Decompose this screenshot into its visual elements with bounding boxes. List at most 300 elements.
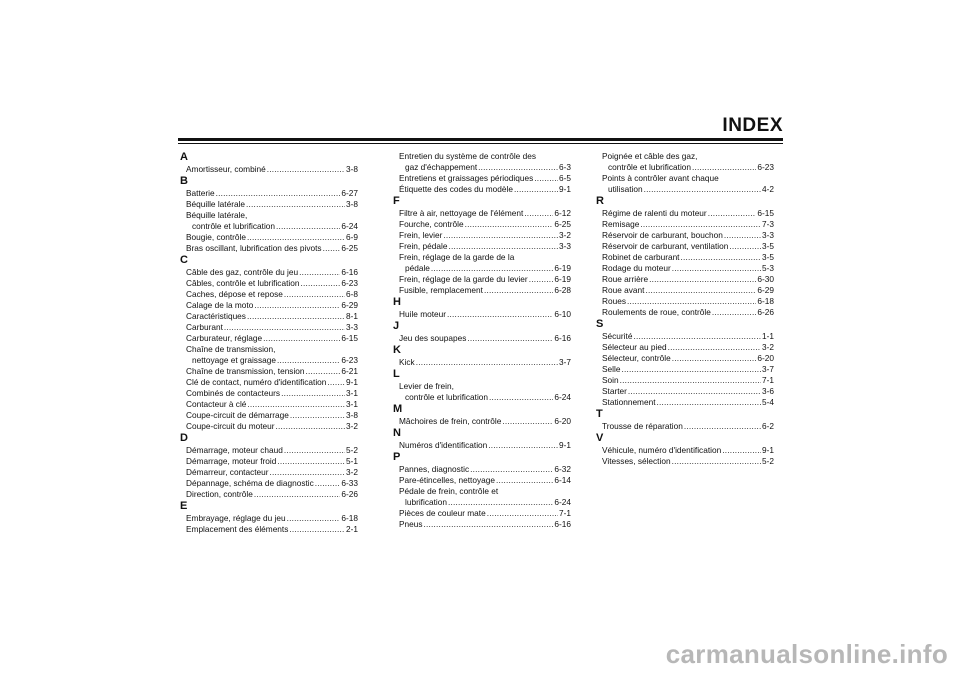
page-reference: 5-4 — [762, 397, 774, 407]
dot-leader — [529, 274, 554, 285]
dot-leader — [484, 285, 553, 296]
entry-text: Batterie — [186, 188, 215, 198]
index-entry — [395, 519, 571, 530]
index-entry — [182, 243, 358, 254]
index-entry — [182, 445, 358, 456]
page-reference: 8-1 — [346, 311, 358, 321]
dot-leader — [315, 478, 341, 489]
index-column-3 — [598, 151, 774, 467]
entry-text: Roulements de roue, contrôle — [602, 307, 711, 317]
entry-text: Pédale de frein, contrôle et — [399, 486, 499, 496]
dot-leader — [684, 421, 761, 432]
entry-text: Sécurité — [602, 331, 633, 341]
dot-leader — [524, 208, 553, 219]
entry-text: Véhicule, numéro d'identification — [602, 445, 722, 455]
entry-text: Embrayage, réglage du jeu — [186, 513, 286, 523]
section-letter: E — [180, 500, 188, 512]
dot-leader — [657, 397, 761, 408]
index-entry — [598, 173, 774, 195]
page-reference: 6-33 — [341, 478, 358, 488]
dot-leader — [327, 377, 345, 388]
index-entry — [395, 208, 571, 219]
entry-text: Réservoir de carburant, ventilation — [602, 241, 729, 251]
entry-text: Câble des gaz, contrôle du jeu — [186, 267, 299, 277]
dot-leader — [247, 311, 345, 322]
entry-text: gaz d'échappement — [405, 162, 478, 172]
dot-leader — [672, 353, 757, 364]
dot-leader — [672, 263, 761, 274]
entry-text: Rodage du moteur — [602, 263, 671, 273]
entry-text: Roue arrière — [602, 274, 649, 284]
entry-text: Robinet de carburant — [602, 252, 680, 262]
entry-text: Dépannage, schéma de diagnostic — [186, 478, 314, 488]
entry-text: Soin — [602, 375, 619, 385]
dot-leader — [514, 184, 558, 195]
dot-leader — [247, 232, 345, 243]
page-reference: 6-16 — [554, 519, 571, 529]
entry-text: Kick — [399, 357, 415, 367]
entry-text: Frein, réglage de la garde du levier — [399, 274, 528, 284]
page-reference: 7-1 — [559, 508, 571, 518]
index-entry — [182, 188, 358, 199]
entry-text: nettoyage et graissage — [192, 355, 276, 365]
dot-leader — [478, 162, 558, 173]
index-entry — [598, 219, 774, 230]
index-entry — [182, 210, 358, 232]
page-reference: 3-2 — [346, 467, 358, 477]
entry-text: Démarrage, moteur froid — [186, 456, 277, 466]
dot-leader — [287, 513, 341, 524]
page-reference: 6-26 — [757, 307, 774, 317]
index-entry — [395, 219, 571, 230]
entry-text: contrôle et lubrification — [192, 221, 276, 231]
index-column-2 — [395, 151, 571, 530]
index-entry — [395, 151, 571, 173]
index-entry — [395, 416, 571, 427]
entry-text: Câbles, contrôle et lubrification — [186, 278, 300, 288]
dot-leader — [447, 309, 553, 320]
dot-leader — [300, 278, 340, 289]
dot-leader — [254, 489, 341, 500]
index-entry — [598, 241, 774, 252]
dot-leader — [487, 508, 558, 519]
index-entry — [598, 307, 774, 318]
index-entry — [182, 399, 358, 410]
page-reference: 6-2 — [762, 421, 774, 431]
header-rule-thin — [178, 143, 783, 144]
index-entry — [598, 263, 774, 274]
header-rule-thick — [178, 138, 783, 141]
index-entry — [598, 151, 774, 173]
entry-text: Carburateur, réglage — [186, 333, 263, 343]
entry-text: Calage de la moto — [186, 300, 254, 310]
index-entry — [182, 421, 358, 432]
index-entry — [395, 475, 571, 486]
section-letter: A — [180, 151, 188, 163]
section-letter: C — [180, 254, 188, 266]
index-entry — [598, 397, 774, 408]
dot-leader — [621, 364, 761, 375]
page-reference: 6-10 — [554, 309, 571, 319]
section-letter: F — [393, 195, 400, 207]
index-entry — [395, 285, 571, 296]
watermark-text: carmanualsonline.info — [665, 639, 948, 669]
page-reference: 6-15 — [341, 333, 358, 343]
page-reference: 2-1 — [346, 524, 358, 534]
section-letter: N — [393, 427, 401, 439]
index-entry — [598, 386, 774, 397]
entry-text: Béquille latérale — [186, 199, 246, 209]
index-entry — [182, 278, 358, 289]
index-entry — [598, 353, 774, 364]
dot-leader — [448, 241, 558, 252]
page-reference: 3-7 — [762, 364, 774, 374]
index-entry — [395, 252, 571, 274]
entry-text: Frein, pédale — [399, 241, 448, 251]
page-reference: 3-5 — [762, 241, 774, 251]
entry-text: Pare-étincelles, nettoyage — [399, 475, 495, 485]
entry-text: Roue avant — [602, 285, 645, 295]
index-entry — [395, 274, 571, 285]
dot-leader — [448, 497, 553, 508]
section-letter: H — [393, 296, 401, 308]
index-entry — [395, 173, 571, 184]
index-entry — [395, 381, 571, 403]
entry-text: Remisage — [602, 219, 640, 229]
index-entry — [182, 333, 358, 344]
page-reference: 6-16 — [554, 333, 571, 343]
dot-leader — [649, 274, 756, 285]
index-entry — [598, 230, 774, 241]
page-reference: 3-8 — [346, 164, 358, 174]
page-reference: 5-3 — [762, 263, 774, 273]
page-reference: 3-1 — [346, 399, 358, 409]
index-entry — [598, 285, 774, 296]
dot-leader — [489, 392, 553, 403]
entry-text: Sélecteur au pied — [602, 342, 667, 352]
entry-text: Coupe-circuit de démarrage — [186, 410, 289, 420]
index-entry — [598, 456, 774, 467]
entry-text: Numéros d'identification — [399, 440, 488, 450]
dot-leader — [502, 416, 553, 427]
entry-text: Trousse de réparation — [602, 421, 683, 431]
index-entry — [598, 252, 774, 263]
entry-text: Fourche, contrôle — [399, 219, 464, 229]
page-reference: 3-5 — [762, 252, 774, 262]
index-entry — [395, 230, 571, 241]
entry-text: Frein, réglage de la garde de la — [399, 252, 515, 262]
page-reference: 6-27 — [341, 188, 358, 198]
entry-text: Chaîne de transmission, tension — [186, 366, 305, 376]
index-entry — [598, 364, 774, 375]
dot-leader — [267, 164, 345, 175]
entry-text: Combinés de contacteurs — [186, 388, 281, 398]
entry-text: Frein, levier — [399, 230, 443, 240]
dot-leader — [465, 219, 554, 230]
entry-text: Entretiens et graissages périodiques — [399, 173, 534, 183]
index-entry — [182, 322, 358, 333]
entry-text: Points à contrôler avant chaque — [602, 173, 719, 183]
index-entry — [182, 456, 358, 467]
section-letter: V — [596, 432, 604, 444]
page-reference: 6-24 — [554, 497, 571, 507]
page-reference: 4-2 — [762, 184, 774, 194]
page-reference: 6-28 — [554, 285, 571, 295]
entry-text: Caches, dépose et repose — [186, 289, 283, 299]
index-entry — [182, 467, 358, 478]
dot-leader — [692, 162, 756, 173]
page-reference: 6-19 — [554, 263, 571, 273]
page-reference: 6-25 — [554, 219, 571, 229]
dot-leader — [633, 331, 761, 342]
dot-leader — [488, 440, 558, 451]
page-reference: 1-1 — [762, 331, 774, 341]
page-reference: 6-9 — [346, 232, 358, 242]
entry-text: Pannes, diagnostic — [399, 464, 470, 474]
index-entry — [182, 410, 358, 421]
section-letter: S — [596, 318, 604, 330]
page-reference: 3-8 — [346, 410, 358, 420]
index-entry — [598, 421, 774, 432]
dot-leader — [672, 456, 761, 467]
index-entry — [182, 366, 358, 377]
page-reference: 7-3 — [762, 219, 774, 229]
entry-text: contrôle et lubrification — [405, 392, 489, 402]
page-reference: 5-1 — [346, 456, 358, 466]
entry-text: Clé de contact, numéro d'identification — [186, 377, 327, 387]
dot-leader — [276, 221, 340, 232]
section-letter: M — [393, 403, 403, 415]
entry-text: Carburant — [186, 322, 223, 332]
entry-text: Contacteur à clé — [186, 399, 247, 409]
page-reference: 6-32 — [554, 464, 571, 474]
dot-leader — [496, 475, 553, 486]
entry-text: Jeu des soupapes — [399, 333, 467, 343]
index-entry — [395, 357, 571, 368]
entry-text: pédale — [405, 263, 430, 273]
section-letter: K — [393, 344, 401, 356]
page-reference: 7-1 — [762, 375, 774, 385]
page-reference: 6-24 — [554, 392, 571, 402]
section-letter: L — [393, 368, 400, 380]
page-reference: 6-23 — [757, 162, 774, 172]
dot-leader — [284, 289, 345, 300]
entry-text: Caractéristiques — [186, 311, 246, 321]
index-entry — [182, 164, 358, 175]
entry-text: Vitesses, sélection — [602, 456, 671, 466]
index-entry — [395, 184, 571, 195]
section-letter: J — [393, 320, 400, 332]
dot-leader — [281, 388, 345, 399]
dot-leader — [290, 410, 345, 421]
dot-leader — [431, 263, 553, 274]
page-reference: 6-3 — [559, 162, 571, 172]
index-entry — [182, 232, 358, 243]
entry-text: Coupe-circuit du moteur — [186, 421, 275, 431]
index-entry — [395, 486, 571, 508]
dot-leader — [724, 230, 761, 241]
dot-leader — [284, 445, 345, 456]
entry-text: Béquille latérale, — [186, 210, 248, 220]
dot-leader — [668, 342, 761, 353]
entry-text: contrôle et lubrification — [608, 162, 692, 172]
page-reference: 6-16 — [341, 267, 358, 277]
index-entry — [182, 513, 358, 524]
index-entry — [598, 274, 774, 285]
entry-text: Régime de ralenti du moteur — [602, 208, 707, 218]
page-reference: 3-1 — [346, 388, 358, 398]
entry-text: Emplacement des éléments — [186, 524, 289, 534]
dot-leader — [323, 243, 341, 254]
dot-leader — [640, 219, 761, 230]
dot-leader — [270, 467, 345, 478]
index-entry — [395, 241, 571, 252]
entry-text: lubrification — [405, 497, 447, 507]
page-reference: 3-2 — [559, 230, 571, 240]
page-reference: 6-8 — [346, 289, 358, 299]
index-entry — [182, 489, 358, 500]
dot-leader — [628, 386, 761, 397]
index-entry — [182, 524, 358, 535]
entry-text: Réservoir de carburant, bouchon — [602, 230, 723, 240]
entry-text: Démarreur, contacteur — [186, 467, 269, 477]
page-reference: 6-26 — [341, 489, 358, 499]
entry-text: Huile moteur — [399, 309, 447, 319]
dot-leader — [246, 199, 345, 210]
entry-text: Chaîne de transmission, — [186, 344, 276, 354]
page-reference: 3-3 — [346, 322, 358, 332]
entry-text: Poignée et câble des gaz, — [602, 151, 698, 161]
page-reference: 3-8 — [346, 199, 358, 209]
page-title: INDEX — [722, 115, 783, 136]
dot-leader — [729, 241, 761, 252]
section-letter: B — [180, 175, 188, 187]
page-reference: 3-2 — [346, 421, 358, 431]
page-reference: 6-18 — [341, 513, 358, 523]
index-entry — [182, 344, 358, 366]
dot-leader — [467, 333, 553, 344]
dot-leader — [299, 267, 340, 278]
page-reference: 6-23 — [341, 355, 358, 365]
index-entry — [395, 464, 571, 475]
page-reference: 6-18 — [757, 296, 774, 306]
page-reference: 6-14 — [554, 475, 571, 485]
dot-leader — [644, 184, 761, 195]
page-reference: 3-3 — [762, 230, 774, 240]
entry-text: Amortisseur, combiné — [186, 164, 266, 174]
page-reference: 6-24 — [341, 221, 358, 231]
page-reference: 6-12 — [554, 208, 571, 218]
page-reference: 9-1 — [762, 445, 774, 455]
index-column-1 — [182, 151, 358, 535]
dot-leader — [681, 252, 762, 263]
page-reference: 6-20 — [757, 353, 774, 363]
entry-text: Étiquette des codes du modèle — [399, 184, 513, 194]
entry-text: Roues — [602, 296, 626, 306]
section-letter: T — [596, 408, 603, 420]
entry-text: Entretien du système de contrôle des — [399, 151, 536, 161]
entry-text: Stationnement — [602, 397, 656, 407]
section-letter: P — [393, 451, 401, 463]
page-reference: 6-21 — [341, 366, 358, 376]
dot-leader — [277, 355, 340, 366]
page-reference: 9-1 — [559, 184, 571, 194]
index-entry — [182, 199, 358, 210]
dot-leader — [277, 456, 345, 467]
entry-text: Bougie, contrôle — [186, 232, 246, 242]
page-reference: 6-29 — [757, 285, 774, 295]
index-entry — [395, 309, 571, 320]
entry-text: Sélecteur, contrôle — [602, 353, 671, 363]
index-entry — [598, 445, 774, 456]
dot-leader — [722, 445, 761, 456]
dot-leader — [216, 188, 341, 199]
page-reference: 6-25 — [341, 243, 358, 253]
dot-leader — [263, 333, 340, 344]
dot-leader — [708, 208, 757, 219]
page-reference: 6-29 — [341, 300, 358, 310]
entry-text: Pneus — [399, 519, 423, 529]
index-entry — [182, 300, 358, 311]
entry-text: Direction, contrôle — [186, 489, 253, 499]
dot-leader — [289, 524, 345, 535]
entry-text: Filtre à air, nettoyage de l'élément — [399, 208, 524, 218]
index-entry — [598, 208, 774, 219]
page-reference: 9-1 — [346, 377, 358, 387]
page-reference: 3-2 — [762, 342, 774, 352]
entry-text: Bras oscillant, lubrification des pivots — [186, 243, 322, 253]
entry-text: Starter — [602, 386, 627, 396]
index-entry — [182, 377, 358, 388]
page-reference: 3-7 — [559, 357, 571, 367]
page-reference: 6-20 — [554, 416, 571, 426]
dot-leader — [306, 366, 341, 377]
dot-leader — [254, 300, 340, 311]
page-reference: 6-23 — [341, 278, 358, 288]
index-entry — [598, 296, 774, 307]
page-reference: 6-5 — [559, 173, 571, 183]
entry-text: Démarrage, moteur chaud — [186, 445, 283, 455]
entry-text: Fusible, remplacement — [399, 285, 483, 295]
entry-text: Levier de frein, — [399, 381, 454, 391]
index-entry — [182, 289, 358, 300]
index-entry — [598, 331, 774, 342]
dot-leader — [276, 421, 345, 432]
dot-leader — [416, 357, 558, 368]
dot-leader — [712, 307, 757, 318]
index-entry — [182, 267, 358, 278]
index-entry — [182, 311, 358, 322]
entry-text: Pièces de couleur mate — [399, 508, 486, 518]
index-entry — [395, 333, 571, 344]
dot-leader — [424, 519, 554, 530]
entry-text: utilisation — [608, 184, 643, 194]
page-reference: 6-30 — [757, 274, 774, 284]
dot-leader — [534, 173, 558, 184]
index-entry — [182, 478, 358, 489]
dot-leader — [620, 375, 761, 386]
page-reference: 3-6 — [762, 386, 774, 396]
index-entry — [182, 388, 358, 399]
dot-leader — [645, 285, 756, 296]
page-reference: 5-2 — [346, 445, 358, 455]
dot-leader — [627, 296, 756, 307]
dot-leader — [443, 230, 558, 241]
index-entry — [395, 508, 571, 519]
section-letter: R — [596, 195, 604, 207]
section-letter: D — [180, 432, 188, 444]
index-entry — [598, 342, 774, 353]
